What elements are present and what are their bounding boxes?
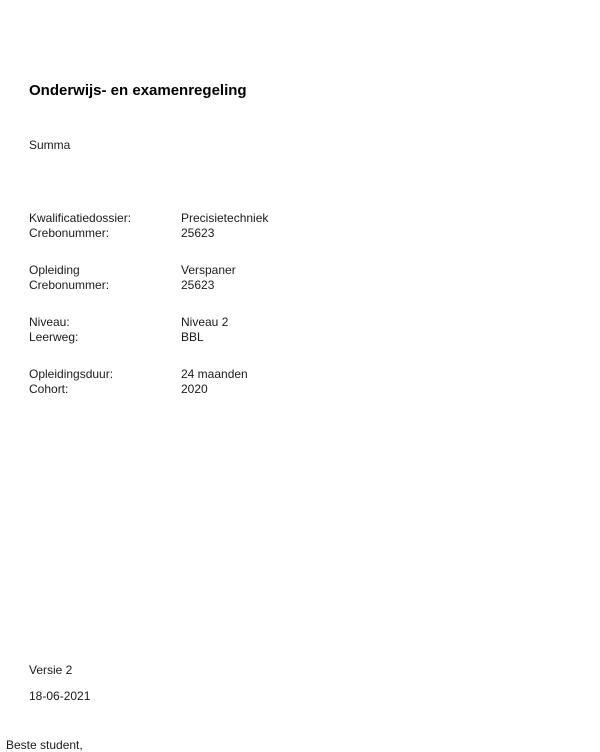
- organization-name: Summa: [29, 138, 71, 152]
- info-row: [29, 226, 268, 241]
- info-label: Leerweg:: [29, 330, 79, 344]
- info-label: Niveau:: [29, 315, 70, 329]
- info-label: Kwalificatiedossier:: [29, 211, 132, 225]
- info-label: Crebonummer:: [29, 226, 110, 240]
- info-value: 24 maanden: [181, 367, 248, 381]
- info-value: Precisietechniek: [181, 211, 269, 225]
- info-block-niveau: [29, 315, 228, 345]
- next-page-greeting: Beste student,: [6, 738, 83, 752]
- info-label: Opleidingsduur:: [29, 367, 114, 381]
- info-row: [29, 367, 248, 382]
- document-version: Versie 2: [29, 663, 73, 677]
- info-value: Verspaner: [181, 263, 236, 277]
- info-row: [29, 315, 228, 330]
- info-row: [29, 211, 268, 226]
- document-title: Onderwijs- en examenregeling: [29, 82, 247, 99]
- info-row: [29, 263, 236, 278]
- info-label: Cohort:: [29, 382, 69, 396]
- info-block-opleidingsduur: [29, 367, 248, 397]
- info-value: 25623: [181, 226, 215, 240]
- info-label: Opleiding: [29, 263, 80, 277]
- document-date: 18-06-2021: [29, 689, 91, 703]
- info-row: [29, 330, 228, 345]
- info-value: BBL: [181, 330, 204, 344]
- info-value: 2020: [181, 382, 208, 396]
- info-row: [29, 278, 236, 293]
- info-row: [29, 382, 248, 397]
- info-label: Crebonummer:: [29, 278, 110, 292]
- info-value: Niveau 2: [181, 315, 229, 329]
- info-block-kwalificatiedossier: [29, 211, 268, 241]
- info-block-opleiding: [29, 263, 236, 293]
- info-value: 25623: [181, 278, 215, 292]
